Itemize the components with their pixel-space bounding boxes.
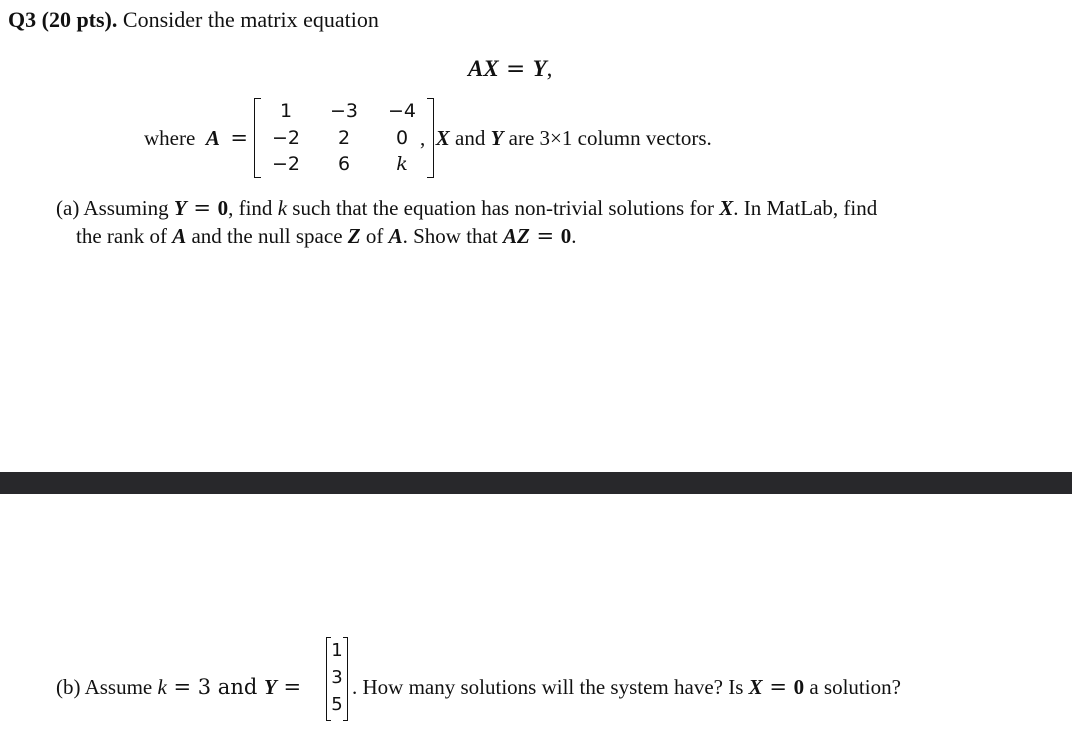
matrix-cell: −2 [271,153,300,175]
az-product: AZ [502,224,530,248]
part-a-text: . Show that [402,224,503,248]
matrix-definition-label [144,124,248,152]
matrix-cell: 6 [337,153,351,175]
matrix-cell: 0 [395,127,409,149]
k-symbol: k [277,196,288,220]
equals-sign: = [186,196,218,220]
part-b-text: (b) Assume [56,675,158,699]
part-a-text: of [360,224,389,248]
part-a-question [56,194,1016,250]
a-symbol: A [388,224,403,248]
part-a-line-1 [56,194,1016,222]
matrix-trailing-comma: , [420,126,426,150]
vector-cell: 5 [331,694,343,715]
part-a-text: , find [228,196,278,220]
matrix-cell: −2 [271,127,300,149]
equals-sign: = [276,675,302,699]
question-heading [8,6,379,34]
matrix-a [254,98,434,178]
equals-sign: = [762,675,794,699]
matrix-cell: k [396,153,408,175]
vector-description [420,124,712,152]
zero-vector: 0 [793,675,805,699]
equation-rhs: Y [532,56,547,81]
part-b-question-text [352,673,901,701]
equation-equals: = [498,56,533,82]
matrix-cell: 2 [337,127,351,149]
matrix-left-bracket [254,98,261,178]
part-a-text: (a) Assuming [56,196,174,220]
vector-cell: 3 [331,667,343,688]
part-b-text: . How many solutions will the system have? Is [352,675,749,699]
vector-description-text: are 3×1 column vectors. [508,126,712,150]
part-a-line-2 [56,222,1016,250]
y-symbol: Y [173,196,187,220]
zero-vector: 0 [217,196,229,220]
matrix-equation [468,55,552,83]
x-symbol: X [748,675,763,699]
k-symbol: k [157,675,167,699]
part-a-text: . In MatLab, find [733,196,878,220]
part-a-text: the rank of [76,224,173,248]
vector-y-symbol: Y [490,126,504,150]
question-label: Q3 (20 pts). [8,7,118,32]
and-word: and [455,126,486,150]
vector-cell: 1 [331,640,343,661]
part-a-text: . [571,224,577,248]
part-a-text: such that the equation has non-trivial solutions for [287,196,720,220]
equals-sign: = [529,224,561,248]
equation-comma: , [546,56,553,81]
zero-vector: 0 [560,224,572,248]
section-divider-bar [0,472,1072,494]
z-symbol: Z [347,224,361,248]
matrix-cell: −4 [387,100,416,122]
matrix-cell: −3 [329,100,358,122]
question-intro-text: Consider the matrix equation [122,7,379,32]
vector-y [326,637,348,721]
part-b-question [56,637,1056,727]
vector-x-symbol: X [435,126,450,150]
part-b-text: a solution? [804,675,901,699]
a-symbol: A [172,224,187,248]
matrix-equals: = [230,126,248,150]
part-b-lead [56,673,301,701]
y-symbol: Y [263,675,277,699]
equation-lhs: AX [468,56,499,81]
matrix-cell: 1 [279,100,293,122]
x-symbol: X [719,196,734,220]
where-word: where [144,126,196,150]
matrix-a-symbol: A [205,126,220,150]
part-b-text: = 3 and [166,675,264,699]
part-a-text: and the null space [186,224,348,248]
